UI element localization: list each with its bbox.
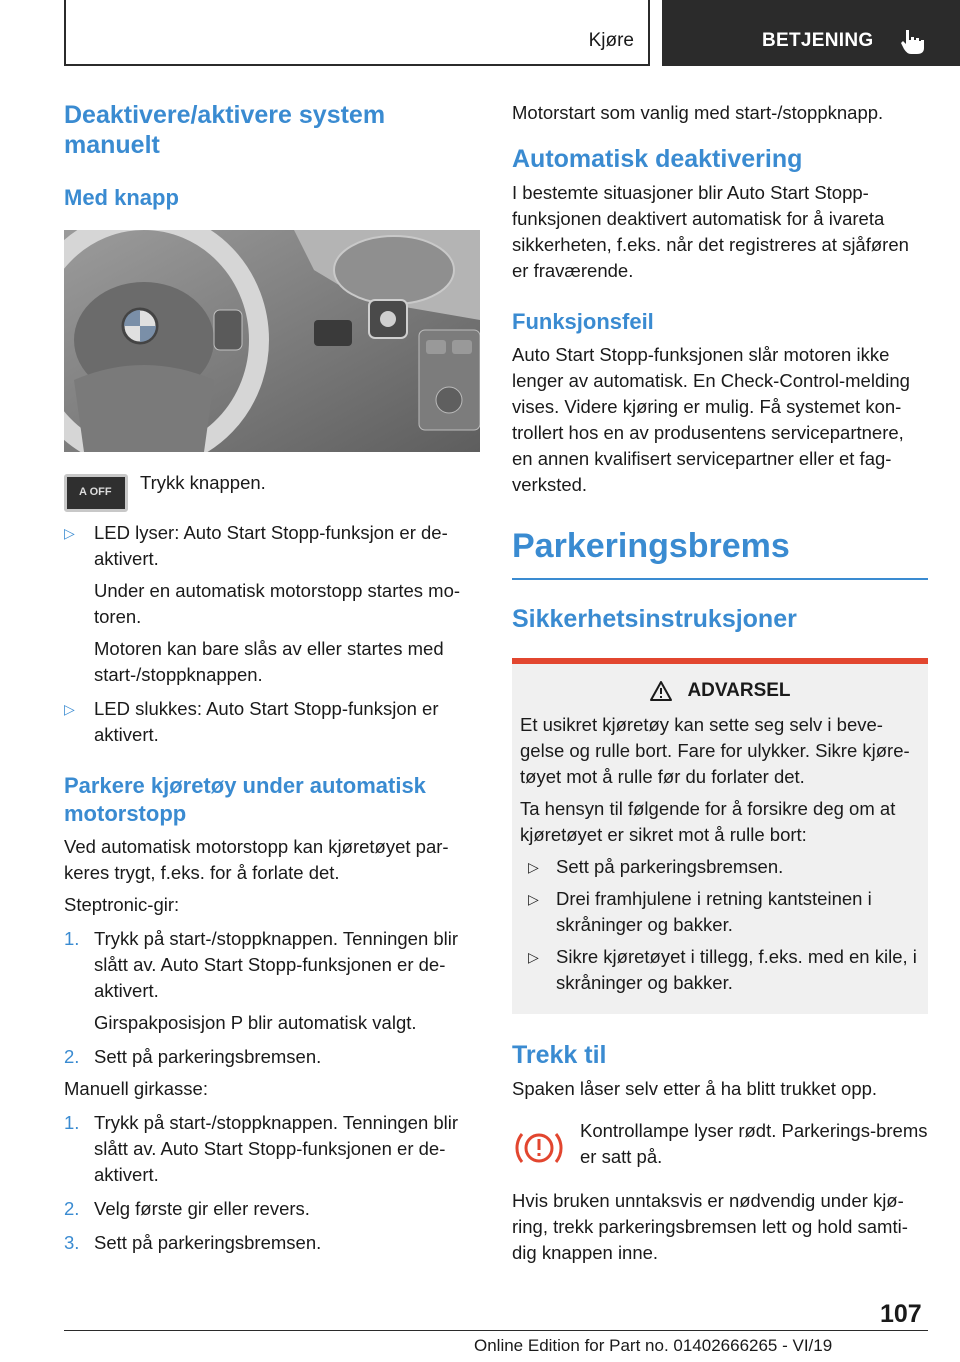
step-number: 2. — [64, 1198, 80, 1219]
indicator-lamp-row — [512, 1118, 928, 1170]
triangle-bullet-icon: ▷ — [528, 859, 539, 875]
list-item — [520, 886, 920, 938]
list-item — [64, 1230, 480, 1256]
steptronic-label: Steptronic-gir: — [64, 894, 180, 915]
auto-deactivation-text: I bestemte situasjoner blir Auto Start Stopp-funksjonen deaktivert automatisk for å ivareta sikkerheten, f.eks. når det registreres at sjåføren er fraværende. — [512, 182, 909, 281]
led-on-detail-1: Under en automatisk motorstopp startes mo-toren. — [94, 580, 461, 627]
triangle-bullet-icon: ▷ — [64, 701, 75, 717]
header-section-box — [64, 0, 650, 66]
hand-pointer-icon — [898, 26, 928, 56]
warning-header — [520, 680, 920, 702]
right-column — [512, 100, 928, 1266]
header-chapter-label: BETJENING — [762, 30, 874, 51]
heading-park-vehicle: Parkere kjøretøy under automatisk motorstopp — [64, 773, 426, 826]
warning-item-1: Sett på parkeringsbremsen. — [556, 856, 784, 877]
motorstart-text: Motorstart som vanlig med start-/stoppknapp. — [512, 102, 884, 123]
list-item — [520, 854, 920, 880]
triangle-bullet-icon: ▷ — [528, 891, 539, 907]
triangle-bullet-icon: ▷ — [528, 949, 539, 965]
step-number: 1. — [64, 928, 80, 949]
page-number: 107 — [880, 1300, 922, 1328]
heading-auto-deactivation: Automatisk deaktivering — [512, 145, 803, 173]
header-chapter-box — [662, 0, 960, 66]
list-item — [64, 926, 480, 1036]
header-section-label: Kjøre — [588, 30, 634, 51]
steptronic-step-1: Trykk på start-/stoppknappen. Tenningen blir slått av. Auto Start Stopp-funksjonen er de-aktivert. — [94, 928, 459, 1001]
dashboard-illustration — [64, 230, 480, 452]
step-number: 3. — [64, 1232, 80, 1253]
step-number: 2. — [64, 1046, 80, 1067]
malfunction-text: Auto Start Stopp-funksjonen slår motoren ikke lenger av automatisk. En Check-Control-melding vises. Videre kjøring er mulig. Få systemet kon-trollert hos en av produsentens servicepartnere, en annen kvalifisert servicepartner eller et fag-verksted. — [512, 344, 910, 495]
button-instruction — [64, 470, 480, 512]
warning-text-2: Ta hensyn til følgende for å forsikre deg om at kjøretøyet er sikret mot å rulle bort: — [520, 798, 896, 845]
step-number: 1. — [64, 1112, 80, 1133]
button-icon-label: A OFF — [79, 486, 112, 498]
steptronic-step-1-detail: Girspakposisjon P blir automatisk valgt. — [94, 1012, 417, 1033]
left-column — [64, 100, 480, 1256]
led-off-text: LED slukkes: Auto Start Stopp-funksjon er aktivert. — [94, 698, 439, 745]
warning-item-3: Sikre kjøretøyet i tillegg, f.eks. med en kile, i skråninger og bakker. — [556, 946, 917, 993]
indicator-lamp-text: Kontrollampe lyser rødt. Parkerings-brems er satt på. — [580, 1120, 928, 1167]
park-intro-text: Ved automatisk motorstopp kan kjøretøyet par-keres trygt, f.eks. for å forlate det. — [64, 836, 449, 883]
footer-edition — [474, 1336, 832, 1356]
parking-brake-warning-icon — [514, 1128, 564, 1168]
manual-gearbox-label: Manuell girkasse: — [64, 1078, 208, 1099]
manual-step-3: Sett på parkeringsbremsen. — [94, 1232, 322, 1253]
list-item — [64, 1196, 480, 1222]
auto-start-stop-button-icon — [64, 474, 128, 512]
led-on-detail-2: Motoren kan bare slås av eller startes med start-/stoppknappen. — [94, 638, 444, 685]
list-item — [64, 696, 480, 748]
warning-title: ADVARSEL — [687, 680, 791, 701]
heading-pull: Trekk til — [512, 1041, 607, 1069]
heading-deactivate: Deaktivere/aktivere system manuelt — [64, 101, 386, 159]
heading-with-button: Med knapp — [64, 185, 179, 210]
warning-item-2: Drei framhjulene i retning kantsteinen i skråninger og bakker. — [556, 888, 872, 935]
pull-text: Spaken låser selv etter å ha blitt trukket opp. — [512, 1078, 878, 1099]
heading-malfunction: Funksjonsfeil — [512, 309, 654, 334]
manual-step-2: Velg første gir eller revers. — [94, 1198, 310, 1219]
list-item — [64, 520, 480, 688]
list-item — [64, 1044, 480, 1070]
warning-box — [512, 658, 928, 1014]
heading-safety: Sikkerhetsinstruksjoner — [512, 605, 797, 633]
press-button-text: Trykk knappen. — [140, 472, 266, 493]
triangle-bullet-icon: ▷ — [64, 525, 75, 541]
steptronic-step-2: Sett på parkeringsbremsen. — [94, 1046, 322, 1067]
if-needed-text: Hvis bruken unntaksvis er nødvendig under kjø-ring, trekk parkeringsbremsen lett og hold samti-dig knappen inne. — [512, 1190, 908, 1263]
led-on-text: LED lyser: Auto Start Stopp-funksjon er de-aktivert. — [94, 522, 448, 569]
footer-divider — [64, 1330, 928, 1331]
heading-parking-brake: Parkeringsbrems — [512, 526, 928, 580]
footer-edition-text: Online Edition for Part no. 01402666265 - VI/19 — [474, 1336, 833, 1355]
warning-text-1: Et usikret kjøretøy kan sette seg selv i beve-gelse og rulle bort. Fare for ulykker. Sikre kjøre-tøyet mot å rulle før du forlater det. — [520, 714, 910, 787]
steering-wheel-photo — [64, 230, 480, 452]
list-item — [520, 944, 920, 996]
warning-triangle-icon — [649, 680, 673, 702]
list-item — [64, 1110, 480, 1188]
manual-step-1: Trykk på start-/stoppknappen. Tenningen blir slått av. Auto Start Stopp-funksjonen er de-aktivert. — [94, 1112, 459, 1185]
